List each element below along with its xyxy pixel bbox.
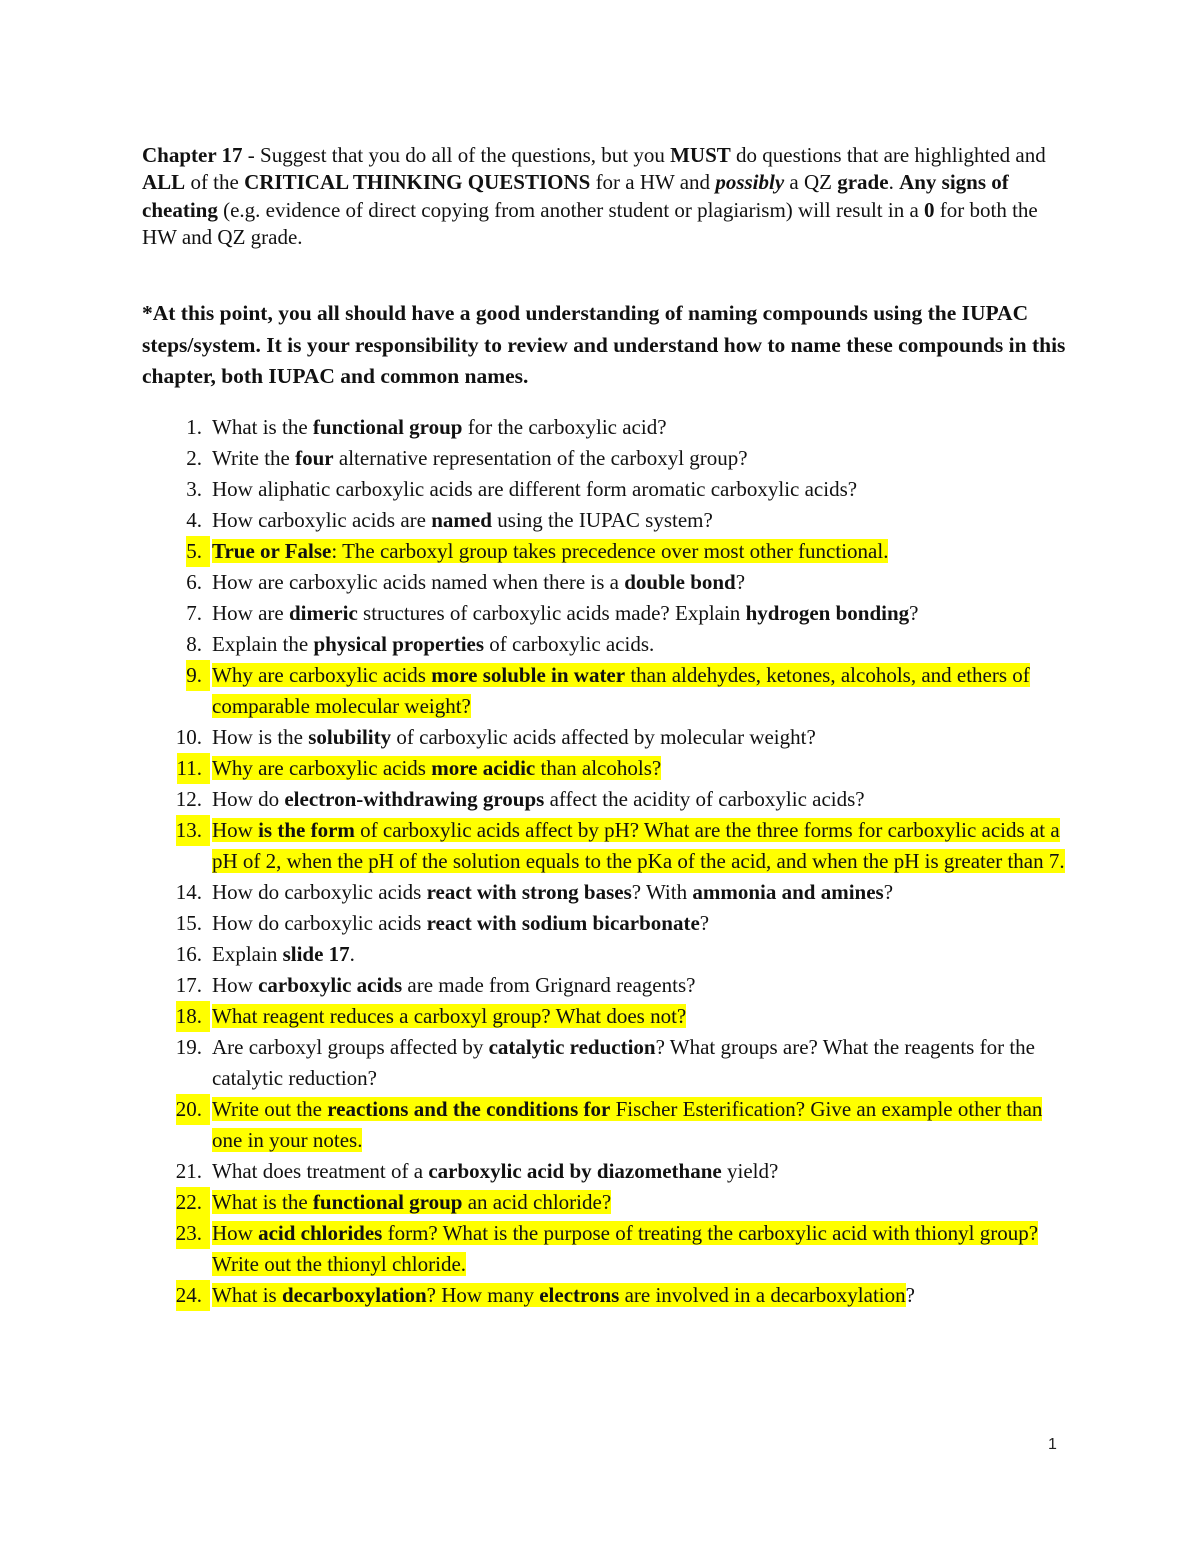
question-item — [140, 412, 1070, 443]
question-text: Explain the physical properties of carboxylic acids. — [212, 632, 655, 656]
question-number: 14. — [175, 880, 202, 904]
question-item — [140, 1218, 1070, 1280]
question-number: 12. — [175, 787, 202, 811]
question-text: Write the four alternative representation of the carboxyl group? — [212, 446, 748, 470]
question-item — [140, 1280, 1070, 1311]
question-number: 7. — [186, 601, 202, 625]
question-text: Explain slide 17. — [212, 942, 355, 966]
question-number: 5. — [186, 536, 210, 567]
question-text: Why are carboxylic acids more soluble in water than aldehydes, ketones, alcohols, and ethers of comparable molecular weight? — [212, 663, 1030, 718]
intro-paragraph: Chapter 17 - Suggest that you do all of the questions, but you MUST do questions that are highlighted and ALL of the CRITICAL THINKING QUESTIONS for a HW and possibly a QZ grade. Any signs of cheating (e.g. evidence of direct copying from another student or plagiarism) will result in a 0 for both the HW and QZ grade. — [142, 143, 1046, 249]
question-text: How carboxylic acids are named using the IUPAC system? — [212, 508, 713, 532]
question-text: How are carboxylic acids named when there is a double bond? — [212, 570, 746, 594]
question-number: 21. — [175, 1159, 202, 1183]
question-item — [140, 753, 1070, 784]
question-item — [140, 1156, 1070, 1187]
question-number: 18. — [176, 1001, 210, 1032]
question-text: How are dimeric structures of carboxylic acids made? Explain hydrogen bonding? — [212, 601, 919, 625]
question-text: How do electron-withdrawing groups affect the acidity of carboxylic acids? — [212, 787, 865, 811]
question-text: How aliphatic carboxylic acids are different form aromatic carboxylic acids? — [212, 477, 858, 501]
question-number: 16. — [175, 942, 202, 966]
question-text: How is the solubility of carboxylic acids affected by molecular weight? — [212, 725, 816, 749]
question-list — [140, 412, 1070, 1311]
question-number: 15. — [175, 911, 202, 935]
page-number: 1 — [1048, 1436, 1057, 1453]
question-item — [140, 660, 1070, 722]
question-number: 23. — [176, 1218, 210, 1249]
question-number: 10. — [175, 725, 202, 749]
naming-notice: *At this point, you all should have a good understanding of naming compounds using the IUPAC steps/system. It is your responsibility to review and understand how to name these compounds in this chapter, both IUPAC and common names. — [142, 301, 1066, 388]
question-item — [140, 536, 1070, 567]
question-text: What reagent reduces a carboxyl group? What does not? — [212, 1004, 687, 1028]
question-item — [140, 1094, 1070, 1156]
question-item — [140, 567, 1070, 598]
question-text: How carboxylic acids are made from Grignard reagents? — [212, 973, 696, 997]
question-text: What is decarboxylation? How many electrons are involved in a decarboxylation? — [212, 1283, 915, 1307]
question-item — [140, 722, 1070, 753]
question-number: 22. — [176, 1187, 210, 1218]
question-item — [140, 1187, 1070, 1218]
question-text: Why are carboxylic acids more acidic than alcohols? — [212, 756, 662, 780]
question-number: 8. — [186, 632, 202, 656]
question-text: Write out the reactions and the conditions for Fischer Esterification? Give an example other than one in your notes. — [212, 1097, 1043, 1152]
question-item — [140, 629, 1070, 660]
question-item — [140, 939, 1070, 970]
question-item — [140, 815, 1070, 877]
question-text: How do carboxylic acids react with strong bases? With ammonia and amines? — [212, 880, 894, 904]
question-number: 1. — [186, 415, 202, 439]
question-text: What is the functional group an acid chloride? — [212, 1190, 612, 1214]
question-text: What does treatment of a carboxylic acid by diazomethane yield? — [212, 1159, 779, 1183]
question-text: How do carboxylic acids react with sodium bicarbonate? — [212, 911, 710, 935]
chapter-label: Chapter 17 — [142, 143, 243, 167]
question-item — [140, 598, 1070, 629]
question-number: 4. — [186, 508, 202, 532]
question-number: 11. — [177, 753, 210, 784]
question-number: 9. — [186, 660, 210, 691]
question-item — [140, 784, 1070, 815]
question-text: What is the functional group for the carboxylic acid? — [212, 415, 667, 439]
question-item — [140, 1001, 1070, 1032]
question-text: How is the form of carboxylic acids affect by pH? What are the three forms for carboxylic acids at a pH of 2, when the pH of the solution equals to the pKa of the acid, and when the pH is greater than 7. — [212, 818, 1065, 873]
question-number: 3. — [186, 477, 202, 501]
question-number: 6. — [186, 570, 202, 594]
question-item — [140, 1032, 1070, 1094]
question-item — [140, 908, 1070, 939]
question-text: How acid chlorides form? What is the purpose of treating the carboxylic acid with thionyl group? Write out the thionyl chloride. — [212, 1221, 1039, 1276]
question-item — [140, 505, 1070, 536]
question-text: Are carboxyl groups affected by catalytic reduction? What groups are? What the reagents for the catalytic reduction? — [212, 1035, 1035, 1090]
question-text: True or False: The carboxyl group takes precedence over most other functional. — [212, 539, 889, 563]
question-item — [140, 877, 1070, 908]
question-number: 13. — [176, 815, 210, 846]
question-number: 24. — [176, 1280, 210, 1311]
question-number: 19. — [175, 1035, 202, 1059]
question-item — [140, 970, 1070, 1001]
question-item — [140, 443, 1070, 474]
question-number: 20. — [176, 1094, 210, 1125]
question-number: 2. — [186, 446, 202, 470]
question-item — [140, 474, 1070, 505]
question-number: 17. — [175, 973, 202, 997]
